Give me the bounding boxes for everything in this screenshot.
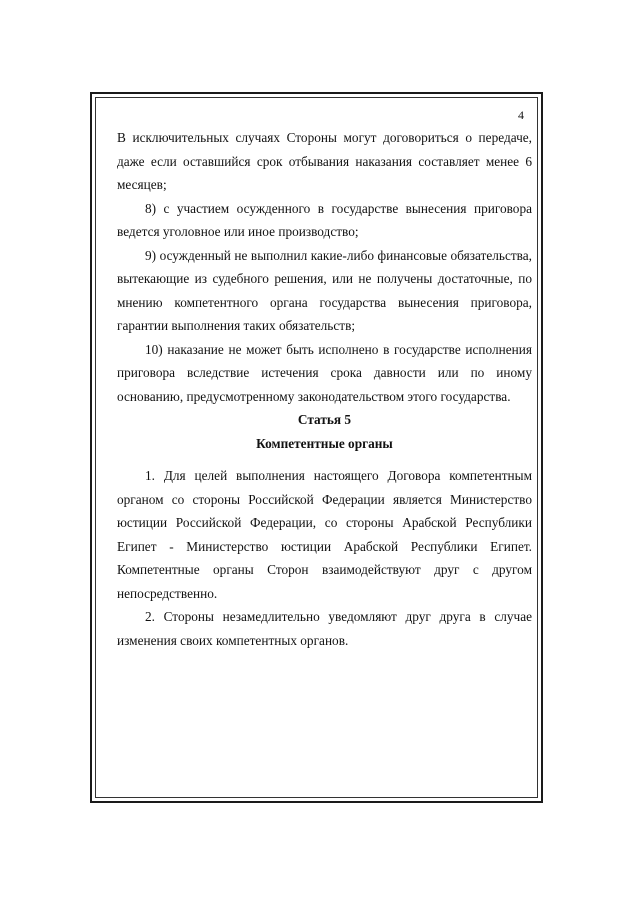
list-item-8: 8) с участием осужденного в государстве вынесения приговора ведется уголовное или иное производство; [117,200,532,239]
page-number: 4 [518,108,524,122]
paragraph-continuation: В исключительных случаях Стороны могут договориться о передаче, даже если оставшийся срок отбывания наказания составляет менее 6 месяцев; [117,130,532,192]
document-body [117,126,532,652]
list-item-9: 9) осужденный не выполнил какие-либо финансовые обязательства, вытекающие из судебного решения, или не получены достаточные, по мнению компетентного органа государства вынесения приговора, гарантии выполнения таких обязательств; [117,247,532,333]
article-paragraph-2: 2. Стороны незамедлительно уведомляют друг друга в случае изменения своих компетентных органов. [117,609,532,648]
article-title-heading: Компетентные органы [256,435,393,451]
article-number-heading: Статья 5 [297,412,352,427]
list-item-10: 10) наказание не может быть исполнено в государстве исполнения приговора вследствие истечения срока давности или по иному основанию, предусмотренному законодательством этого государства. [117,341,532,404]
article-paragraph-1: 1. Для целей выполнения настоящего Договора компетентным органом со стороны Российской Федерации является Министерство юстиции Российской Федерации, со стороны Арабской Республики Египет - Министерство юстиции Арабской Республики Египет. Компетентные органы Сторон взаимодействуют друг с другом непосредственно. [117,468,532,601]
